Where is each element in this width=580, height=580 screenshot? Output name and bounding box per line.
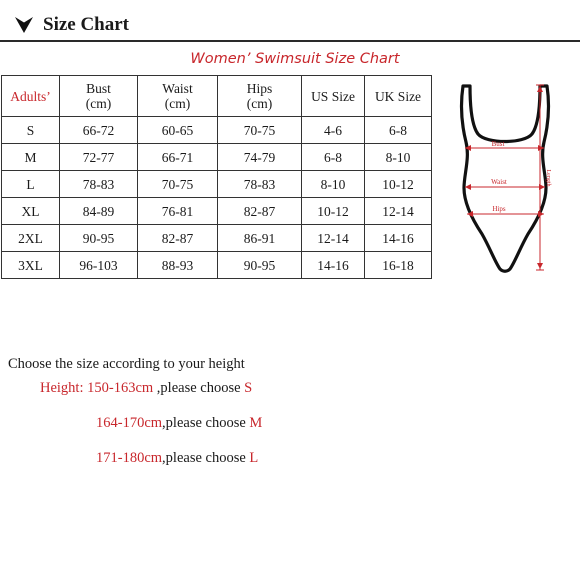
table-row (2, 144, 432, 171)
cell-us: 12-14 (302, 225, 365, 252)
triangle-down-icon (14, 15, 34, 35)
height-text-l: ,please choose (162, 450, 250, 466)
table-header-row (2, 76, 432, 117)
cell-us: 4-6 (302, 117, 365, 144)
cell-hips: 86-91 (218, 225, 302, 252)
page-title: Size Chart (43, 14, 130, 35)
cell-bust: 78-83 (60, 171, 138, 198)
chart-title: Women’ Swimsuit Size Chart (190, 51, 400, 67)
length-arrow-bottom (537, 263, 543, 269)
cell-hips: 70-75 (218, 117, 302, 144)
height-line-m (96, 415, 262, 432)
cell-uk: 6-8 (365, 117, 432, 144)
header-bust: Bust (cm) (60, 76, 138, 117)
cell-size: 2XL (2, 225, 60, 252)
cell-size: S (2, 117, 60, 144)
cell-hips: 78-83 (218, 171, 302, 198)
height-size-s: S (244, 380, 253, 396)
header-waist: Waist (cm) (138, 76, 218, 117)
cell-waist: 88-93 (138, 252, 218, 279)
header-uk-size: UK Size (365, 76, 432, 117)
cell-bust: 90-95 (60, 225, 138, 252)
cell-waist: 66-71 (138, 144, 218, 171)
cell-uk: 10-12 (365, 171, 432, 198)
height-line-s (40, 380, 252, 397)
table-row (2, 171, 432, 198)
header-hips: Hips (cm) (218, 76, 302, 117)
header-divider (0, 40, 580, 42)
cell-uk: 16-18 (365, 252, 432, 279)
height-range-s: Height: 150-163cm (40, 380, 154, 396)
height-size-l: L (249, 450, 259, 466)
cell-waist: 82-87 (138, 225, 218, 252)
table-row (2, 198, 432, 225)
bust-label: Bust (491, 140, 505, 148)
height-guide-intro: Choose the size according to your height (8, 356, 245, 372)
cell-us: 6-8 (302, 144, 365, 171)
cell-us: 8-10 (302, 171, 365, 198)
cell-size: L (2, 171, 60, 198)
table-row (2, 252, 432, 279)
cell-uk: 8-10 (365, 144, 432, 171)
header-us-size: US Size (302, 76, 365, 117)
table-row (2, 225, 432, 252)
size-chart-header (14, 14, 129, 36)
cell-waist: 76-81 (138, 198, 218, 225)
height-text-m: ,please choose (162, 415, 250, 431)
cell-hips: 82-87 (218, 198, 302, 225)
cell-size: XL (2, 198, 60, 225)
cell-waist: 60-65 (138, 117, 218, 144)
cell-bust: 66-72 (60, 117, 138, 144)
header-adults: Adults’ (2, 76, 60, 117)
cell-size: 3XL (2, 252, 60, 279)
cell-waist: 70-75 (138, 171, 218, 198)
cell-bust: 72-77 (60, 144, 138, 171)
cell-hips: 90-95 (218, 252, 302, 279)
cell-bust: 96-103 (60, 252, 138, 279)
size-table (1, 75, 432, 279)
cell-uk: 14-16 (365, 225, 432, 252)
cell-uk: 12-14 (365, 198, 432, 225)
height-range-m: 164-170cm (96, 415, 163, 431)
hips-label: Hips (492, 205, 506, 213)
height-size-m: M (249, 415, 263, 431)
cell-us: 10-12 (302, 198, 365, 225)
height-range-l: 171-180cm (96, 450, 163, 466)
cell-us: 14-16 (302, 252, 365, 279)
swimsuit-diagram (452, 76, 562, 276)
cell-bust: 84-89 (60, 198, 138, 225)
cell-hips: 74-79 (218, 144, 302, 171)
waist-label: Waist (491, 178, 507, 186)
table-row (2, 117, 432, 144)
height-text-s: ,please choose (153, 380, 245, 396)
height-line-l (96, 450, 258, 467)
length-label: Length (545, 169, 551, 187)
cell-size: M (2, 144, 60, 171)
